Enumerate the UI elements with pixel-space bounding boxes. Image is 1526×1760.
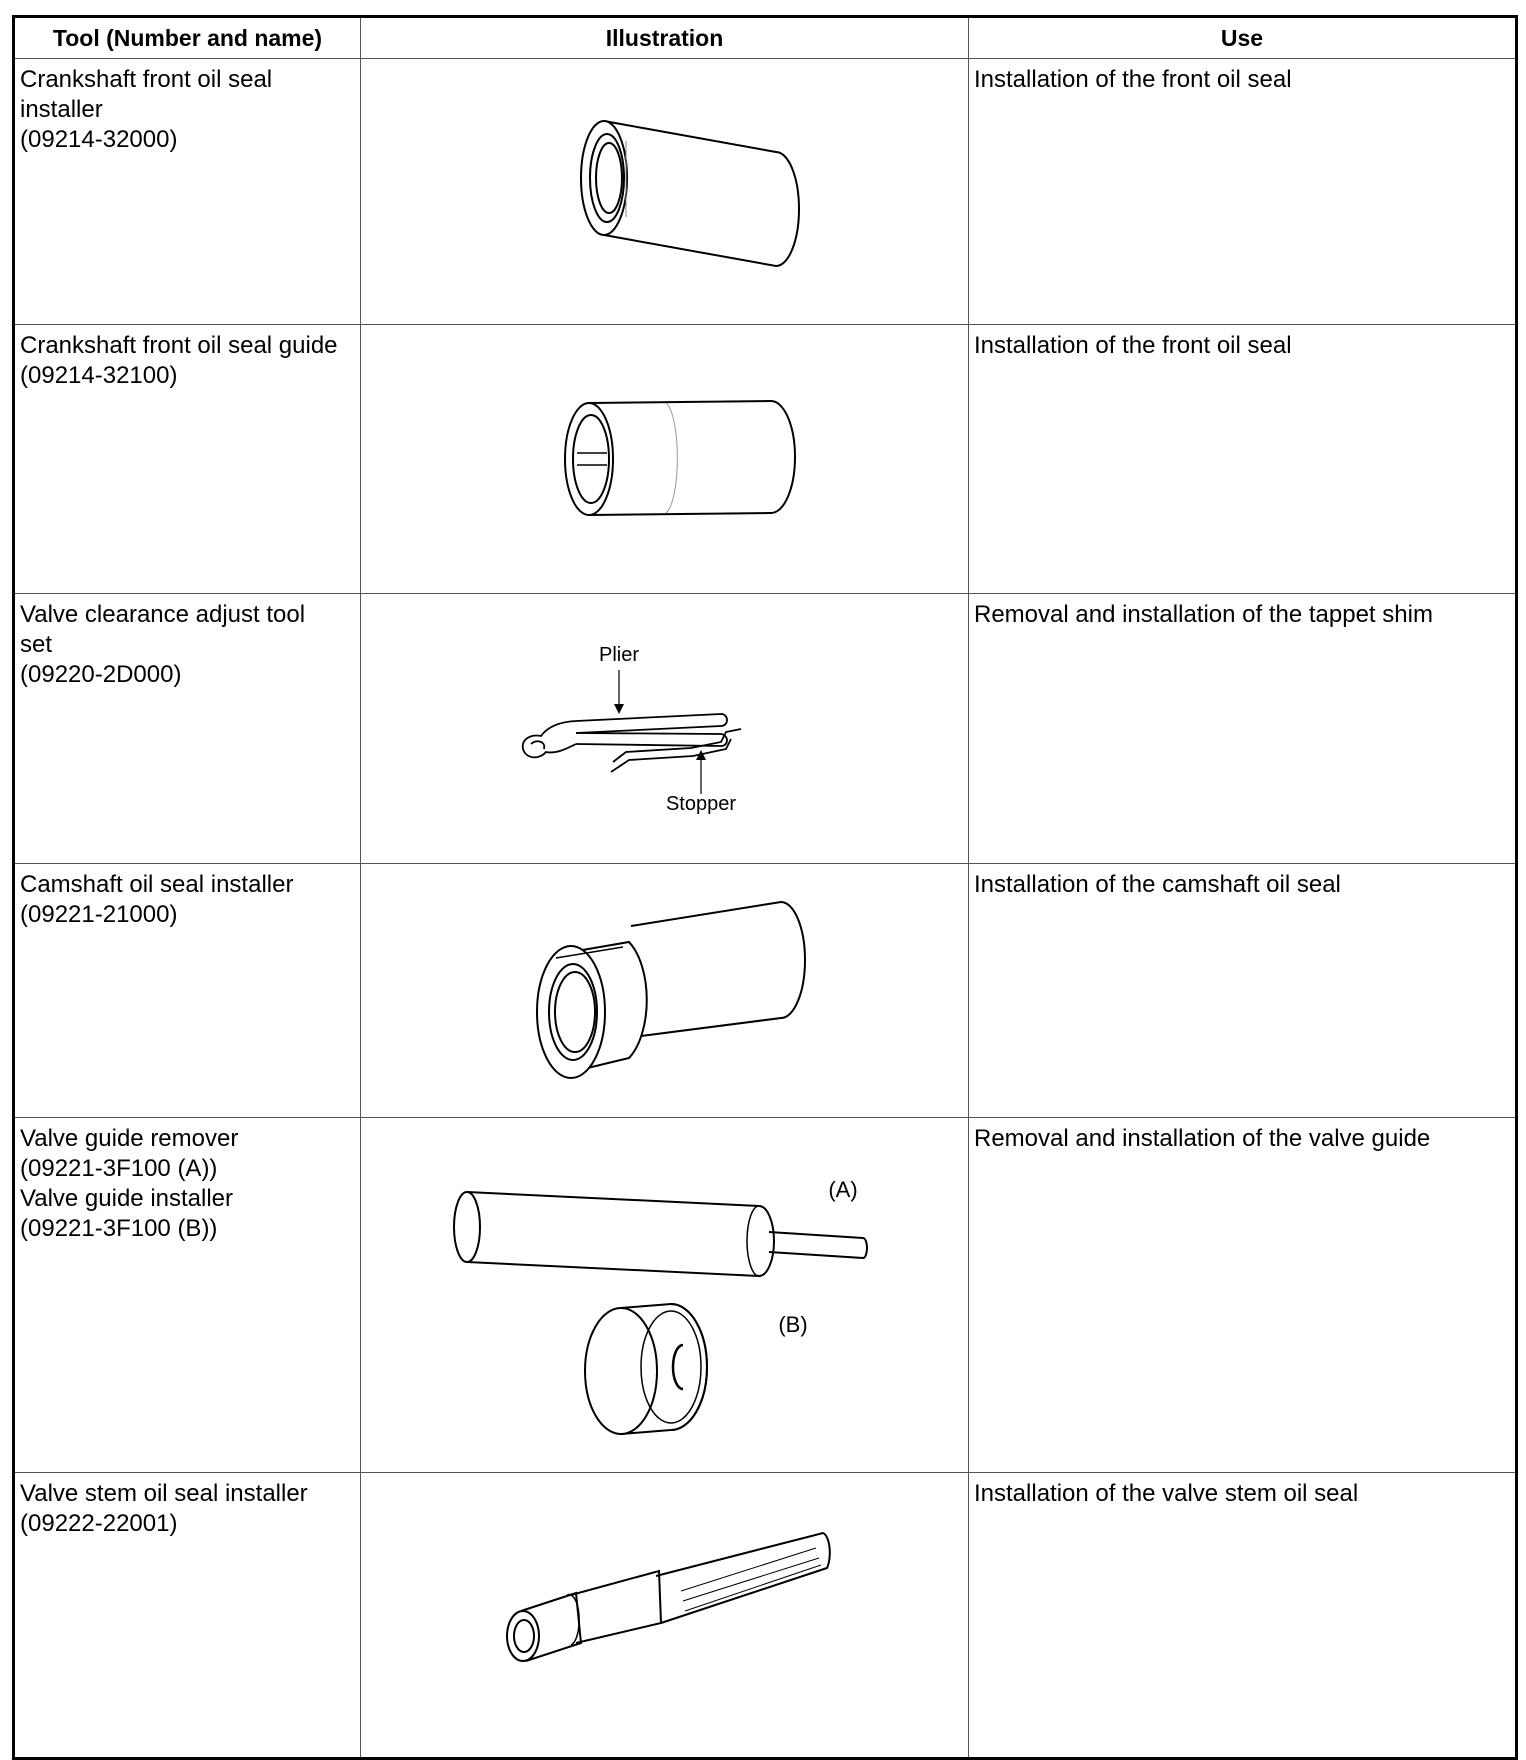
tool-name-line: Valve guide installer <box>20 1185 234 1212</box>
tool-use: Removal and installation of the tappet shim <box>969 594 1517 864</box>
special-tools-table <box>12 15 1518 1760</box>
tool-name-cell <box>14 59 361 325</box>
tool-name-cell <box>14 1118 361 1473</box>
tool-number: (09221-3F100 (B)) <box>20 1215 218 1242</box>
tool-name-cell <box>14 325 361 594</box>
tool-number: (09214-32000) <box>20 126 178 153</box>
illustration-cell <box>361 594 969 864</box>
tool-number: (09221-21000) <box>20 901 178 928</box>
illustration-cell <box>361 1118 969 1473</box>
tool-name-cell <box>14 864 361 1118</box>
illustration-cell <box>361 864 969 1118</box>
tool-name-line: Crankshaft front oil seal guide <box>20 332 338 359</box>
tool-name-line: Valve guide remover <box>20 1125 239 1152</box>
tool-name-line: Camshaft oil seal installer <box>20 871 294 898</box>
illustration-cell <box>361 325 969 594</box>
tool-name-cell <box>14 1473 361 1759</box>
tool-number: (09220-2D000) <box>20 661 182 688</box>
table-row <box>14 594 1517 864</box>
table-row <box>14 325 1517 594</box>
tool-name-line: installer <box>20 96 103 123</box>
plier-label: Plier <box>598 644 640 666</box>
tool-use: Installation of the camshaft oil seal <box>969 864 1517 1118</box>
header-row <box>14 17 1517 59</box>
tool-number: (09221-3F100 (A)) <box>20 1155 218 1182</box>
installer-label: (B) <box>778 1312 808 1337</box>
tool-use: Installation of the valve stem oil seal <box>969 1473 1517 1759</box>
valve-guide-tools-icon <box>361 1118 969 1473</box>
seal-guide-icon <box>361 325 969 594</box>
illustration-cell <box>361 1473 969 1759</box>
header-use: Use <box>969 17 1517 59</box>
tool-use: Removal and installation of the valve guide <box>969 1118 1517 1473</box>
table-row <box>14 59 1517 325</box>
tool-number: (09214-32100) <box>20 362 178 389</box>
valve-stem-seal-installer-icon <box>361 1473 969 1759</box>
stopper-label: Stopper <box>665 793 737 815</box>
tool-name-line: set <box>20 631 53 658</box>
table-row <box>14 864 1517 1118</box>
tool-number: (09222-22001) <box>20 1510 178 1537</box>
tool-name-line: Crankshaft front oil seal <box>20 66 273 93</box>
remover-label: (A) <box>828 1177 858 1202</box>
table-row <box>14 1473 1517 1759</box>
tool-name-line: Valve stem oil seal installer <box>20 1480 308 1507</box>
tool-use: Installation of the front oil seal <box>969 325 1517 594</box>
camshaft-seal-installer-icon <box>361 864 969 1118</box>
header-tool: Tool (Number and name) <box>14 17 361 59</box>
tool-name-line: Valve clearance adjust tool <box>20 601 306 628</box>
seal-installer-icon <box>361 59 969 325</box>
tool-use: Installation of the front oil seal <box>969 59 1517 325</box>
header-illustration: Illustration <box>361 17 969 59</box>
table-row <box>14 1118 1517 1473</box>
illustration-cell <box>361 59 969 325</box>
plier-stopper-icon <box>361 594 969 864</box>
tool-name-cell <box>14 594 361 864</box>
